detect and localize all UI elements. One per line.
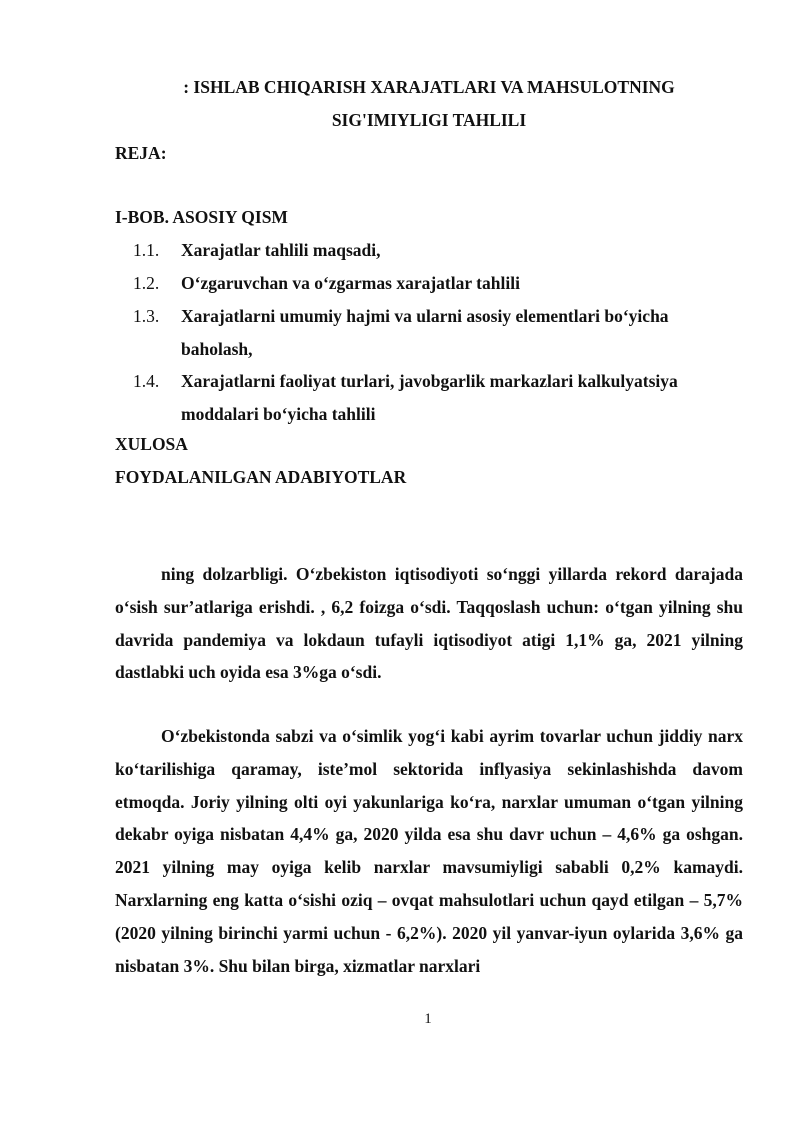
toc-item: Xarajatlarni faoliyat turlari, javobgarlik markazlari kalkulyatsiya moddalari bo‘yicha tahlili xyxy=(181,371,678,424)
toc-item: Xarajatlar tahlili maqsadi, xyxy=(181,240,381,260)
toc-item: Xarajatlarni umumiy hajmi va ularni asosiy elementlari bo‘yicha baholash, xyxy=(181,306,669,359)
page-number: 1 xyxy=(424,1011,432,1027)
plan-label: REJA: xyxy=(115,143,167,163)
toc-number: 1.3. xyxy=(133,306,160,326)
toc-item: O‘zgaruvchan va o‘zgarmas xarajatlar tahlili xyxy=(181,273,520,293)
paragraph-1: ning dolzarbligi. O‘zbekiston iqtisodiyoti so‘nggi yillarda rekord darajada o‘sish sur’atlariga erishdi. , 6,2 foizga o‘sdi. Taqqoslash uchun: o‘tgan yilning shu davrida pandemiya va lokdaun tufayli iqtisodiyot atigi 1,1% ga, 2021 yilning dastlabki uch oyida esa 3%ga o‘sdi. xyxy=(115,564,743,683)
title-line-2: SIG'IMIYLIGI TAHLILI xyxy=(331,110,527,130)
paragraph-2: O‘zbekistonda sabzi va o‘simlik yog‘i kabi ayrim tovarlar uchun jiddiy narx ko‘tarilishiga qaramay, iste’mol sektorida inflyasiya sekinlashishda davom etmoqda. Joriy yilning olti oyi yakunlariga ko‘ra, narxlar umuman o‘tgan yilning dekabr oyiga nisbatan 4,4% ga, 2020 yilda esa shu davr uchun – 4,6% ga oshgan. 2021 yilning may oyiga kelib narxlar mavsumiyligi sababli 0,2% kamaydi. Narxlarning eng katta o‘sishi oziq – ovqat mahsulotlari uchun qayd etilgan – 5,7% (2020 yilning birinchi yarmi uchun - 6,2%). 2020 yil yanvar-iyun oylarida 3,6% ga nisbatan 3%. Shu bilan birga, xizmatlar narxlari xyxy=(115,726,743,976)
toc-number: 1.4. xyxy=(133,371,160,391)
chapter-heading: I-BOB. ASOSIY QISM xyxy=(115,207,288,227)
conclusion-label: XULOSA xyxy=(115,434,188,454)
title-line-1: : ISHLAB CHIQARISH XARAJATLARI VA MAHSULOTNING xyxy=(183,77,675,97)
toc-number: 1.1. xyxy=(133,240,160,260)
toc-number: 1.2. xyxy=(133,273,160,293)
references-label: FOYDALANILGAN ADABIYOTLAR xyxy=(115,467,407,487)
document-title xyxy=(115,71,743,137)
